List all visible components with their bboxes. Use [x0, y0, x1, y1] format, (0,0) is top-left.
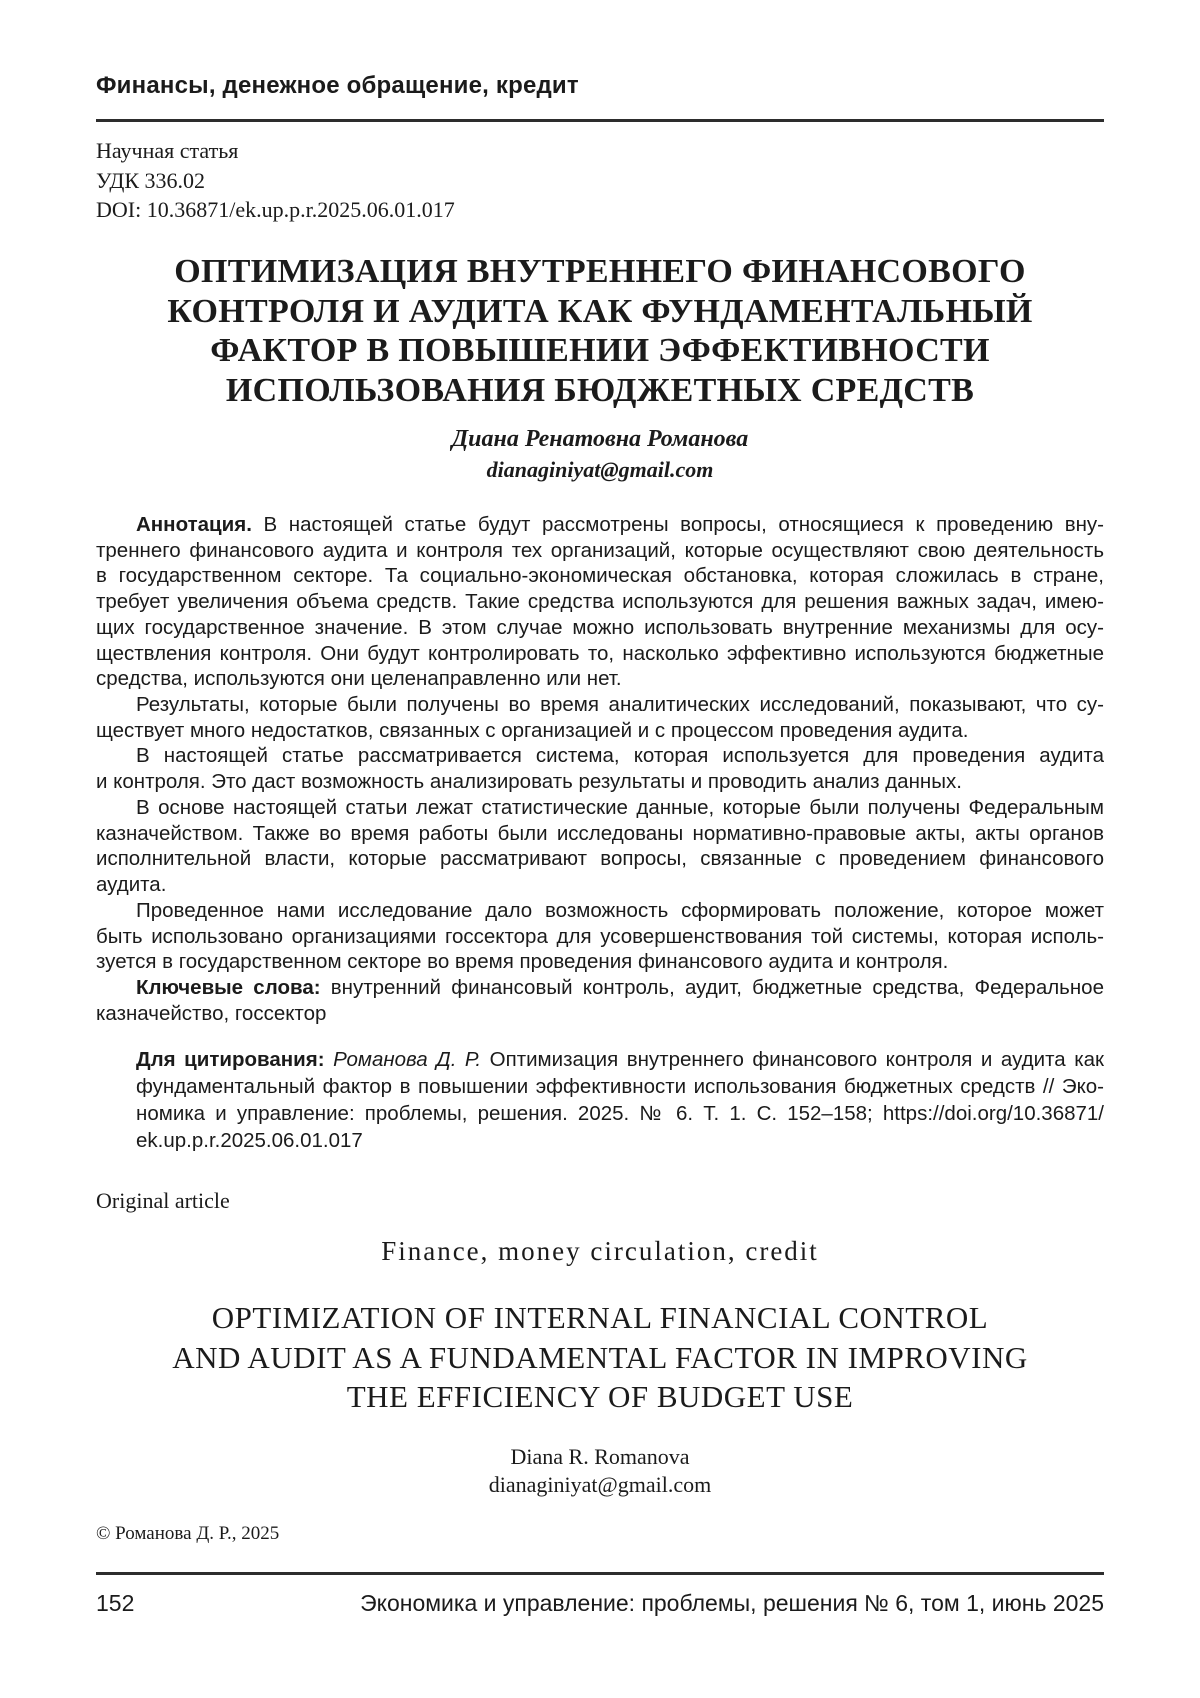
page-number: 152	[96, 1590, 135, 1616]
abstract-line: Результаты, которые были получены во время аналитических исследований, показывают, что су-	[136, 693, 1104, 717]
abstract-block	[96, 512, 1104, 1026]
abstract-line: В основе настоящей статьи лежат статистические данные, которые были получены Федеральным	[136, 795, 1104, 819]
abstract-line: В настоящей статье рассматривается система, которая используется для проведения аудита	[136, 744, 1104, 768]
keywords-line	[96, 975, 1104, 1001]
abstract-line: исполнительной власти, которые рассматривают вопросы, связанные с проведением финансового	[96, 847, 1104, 871]
citation-authors: Романова Д. Р.	[333, 1048, 482, 1071]
doi-line: DOI: 10.36871/ek.up.p.r.2025.06.01.017	[96, 197, 455, 222]
abstract-line: ществует много недостатков, связанных с организацией и с процессом проведения аудита.	[96, 718, 969, 742]
copyright-notice: © Романова Д. Р., 2025	[96, 1523, 280, 1544]
citation-text: Оптимизация внутреннего финансового контроля и аудита как	[489, 1048, 1104, 1071]
abstract-line: в государственном секторе. Та социально-экономическая обстановка, которая сложилась в стране,	[96, 564, 1104, 588]
journal-info: Экономика и управление: проблемы, решения № 6, том 1, июнь 2025	[360, 1590, 1104, 1616]
abstract-line: и контроля. Это даст возможность анализировать результаты и проводить анализ данных.	[96, 770, 962, 794]
citation-line: номика и управление: проблемы, решения. 2025. № 6. Т. 1. С. 152–158; https://doi.org/10.36871/	[136, 1102, 1104, 1125]
footer-rule	[96, 1572, 1104, 1575]
abstract-line: требует увеличения объема средств. Такие средства используются для решения важных задач, имею-	[96, 590, 1104, 614]
title-en-line: OPTIMIZATION OF INTERNAL FINANCIAL CONTROL	[211, 1300, 989, 1335]
abstract-line: быть использовано организациями госсектора для усовершенствования той системы, которая исполь-	[96, 924, 1104, 948]
section-title-ru: Финансы, денежное обращение, кредит	[96, 72, 579, 99]
article-type-en: Original article	[96, 1188, 230, 1213]
page-footer	[96, 1590, 1104, 1617]
abstract-line: ществления контроля. Они будут контролировать то, насколько эффективно используются бюджетные	[96, 641, 1104, 665]
title-en-line: THE EFFICIENCY OF BUDGET USE	[346, 1379, 854, 1414]
article-meta	[96, 136, 455, 225]
abstract-line	[96, 512, 1104, 538]
author-name-ru: Диана Ренатовна Романова	[451, 426, 749, 452]
author-email-en: dianaginiyat@gmail.com	[488, 1472, 712, 1497]
section-title-en: Finance, money circulation, credit	[381, 1236, 819, 1266]
abstract-line: казначейством. Также во время работы были исследованы нормативно-правовые акты, акты органов	[96, 821, 1104, 845]
abstract-line: Проведенное нами исследование дало возможность сформировать положение, которое может	[136, 898, 1104, 922]
citation-line: фундаментальный фактор в повышении эффективности использования бюджетных средств // Эко-	[136, 1075, 1104, 1098]
citation-block	[136, 1046, 1104, 1154]
article-title-ru	[96, 252, 1104, 410]
keywords-line: казначейство, госсектор	[96, 1001, 327, 1025]
citation-line	[136, 1046, 1104, 1073]
keywords-label: Ключевые слова:	[136, 975, 321, 999]
abstract-text: В настоящей статье будут рассмотрены вопросы, относящиеся к проведению вну-	[263, 513, 1104, 536]
article-type-ru: Научная статья	[96, 138, 239, 163]
citation-label: Для цитирования:	[136, 1048, 325, 1071]
abstract-label: Аннотация.	[136, 513, 252, 536]
author-email-ru: dianaginiyat@gmail.com	[486, 457, 714, 482]
header-rule	[96, 119, 1104, 122]
abstract-line: щих государственное значение. В этом случае можно использовать внутренние механизмы для осу-	[96, 615, 1104, 639]
citation-line: ek.up.p.r.2025.06.01.017	[136, 1129, 363, 1152]
article-title-en	[96, 1298, 1104, 1417]
title-ru-line: ФАКТОР В ПОВЫШЕНИИ ЭФФЕКТИВНОСТИ	[210, 332, 990, 369]
abstract-line: аудита.	[96, 873, 167, 897]
author-name-en: Diana R. Romanova	[510, 1444, 690, 1469]
abstract-line: треннего финансового аудита и контроля тех организаций, которые осуществляют свою деятельность	[96, 538, 1104, 562]
title-en-line: AND AUDIT AS A FUNDAMENTAL FACTOR IN IMPROVING	[172, 1339, 1028, 1375]
title-ru-line: ИСПОЛЬЗОВАНИЯ БЮДЖЕТНЫХ СРЕДСТВ	[225, 371, 975, 409]
title-ru-line: КОНТРОЛЯ И АУДИТА КАК ФУНДАМЕНТАЛЬНЫЙ	[167, 292, 1033, 330]
udc-code: УДК 336.02	[96, 167, 206, 193]
keywords-text: внутренний финансовый контроль, аудит, бюджетные средства, Федеральное	[330, 975, 1104, 999]
abstract-line: средства, используются они целенаправленно или нет.	[96, 667, 622, 691]
abstract-line: зуется в государственном секторе во время проведения финансового аудита и контроля.	[96, 950, 949, 974]
title-ru-line: ОПТИМИЗАЦИЯ ВНУТРЕННЕГО ФИНАНСОВОГО	[174, 253, 1026, 290]
